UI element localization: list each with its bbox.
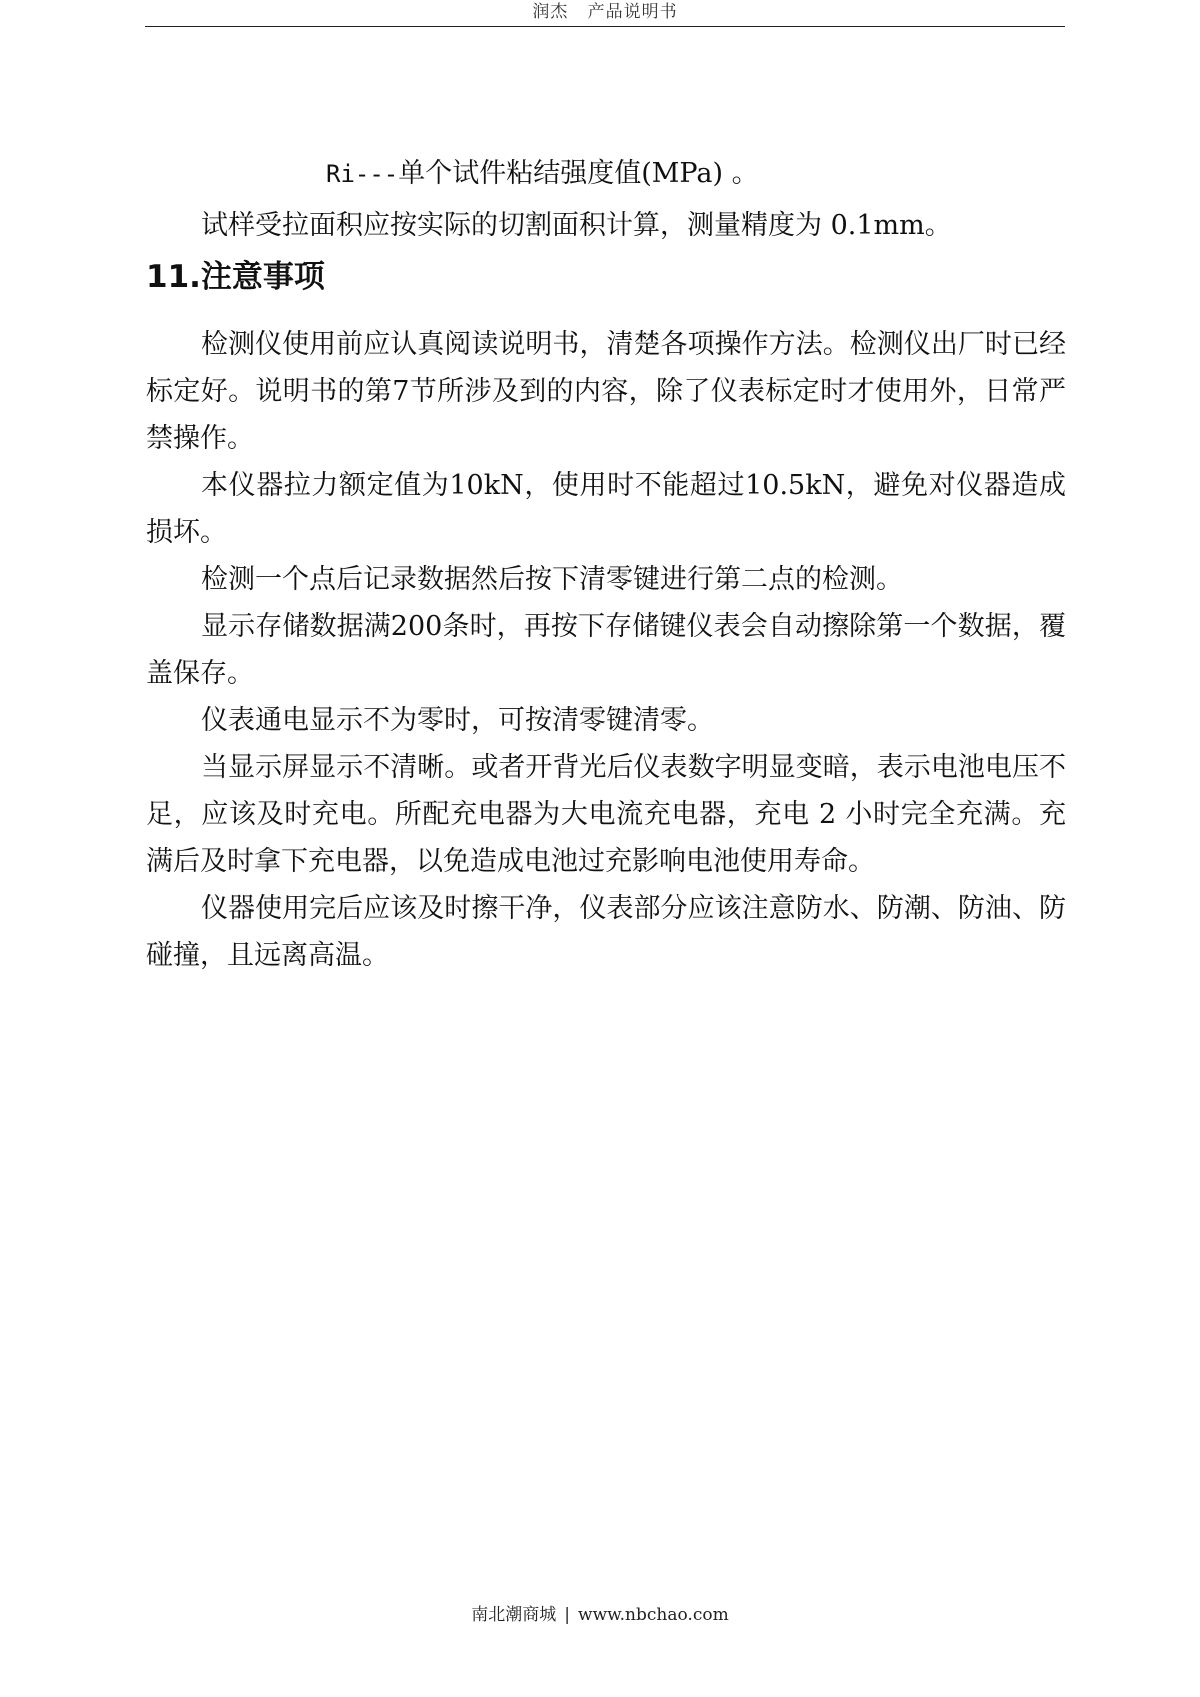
section-number: 11. [146, 259, 201, 295]
section-heading [146, 257, 1066, 297]
header-doc-title: 产品说明书 [587, 2, 678, 22]
formula-text: 单个试件粘结强度值(MPa) 。 [398, 158, 759, 189]
paragraph: 显示存储数据满200条时，再按下存储键仪表会自动擦除第一个数据，覆盖保存。 [146, 611, 1066, 689]
document-body [146, 150, 1066, 979]
area-note: 试样受拉面积应按实际的切割面积计算，测量精度为 0.1mm。 [201, 210, 952, 241]
page-header [145, 0, 1065, 27]
paragraph: 本仪器拉力额定值为10kN，使用时不能超过10.5kN，避免对仪器造成损坏。 [146, 470, 1066, 548]
formula-symbol: Ri--- [326, 160, 399, 188]
paragraph: 当显示屏显示不清晰。或者开背光后仪表数字明显变暗，表示电池电压不足，应该及时充电。所配充电器为大电流充电器，充电 2 小时完全充满。充满后及时拿下充电器，以免造成电池过充影响电池使用寿命。 [146, 752, 1066, 877]
paragraph: 仪器使用完后应该及时擦干净，仪表部分应该注意防水、防潮、防油、防碰撞，且远离高温。 [146, 893, 1066, 971]
paragraph: 仪表通电显示不为零时，可按清零键清零。 [201, 705, 714, 736]
header-brand: 润杰 [532, 2, 569, 22]
page-footer [0, 1600, 1200, 1625]
footer-url[interactable]: www.nbchao.com [578, 1605, 729, 1625]
footer-site-name: 南北潮商城 [471, 1605, 557, 1625]
paragraph: 检测仪使用前应认真阅读说明书，清楚各项操作方法。检测仪出厂时已经标定好。说明书的第7节所涉及到的内容，除了仪表标定时才使用外，日常严禁操作。 [146, 329, 1066, 454]
formula-definition [146, 150, 1066, 198]
footer-separator: | [564, 1605, 571, 1625]
section-title: 注意事项 [200, 259, 325, 295]
paragraph: 检测一个点后记录数据然后按下清零键进行第二点的检测。 [201, 564, 903, 595]
